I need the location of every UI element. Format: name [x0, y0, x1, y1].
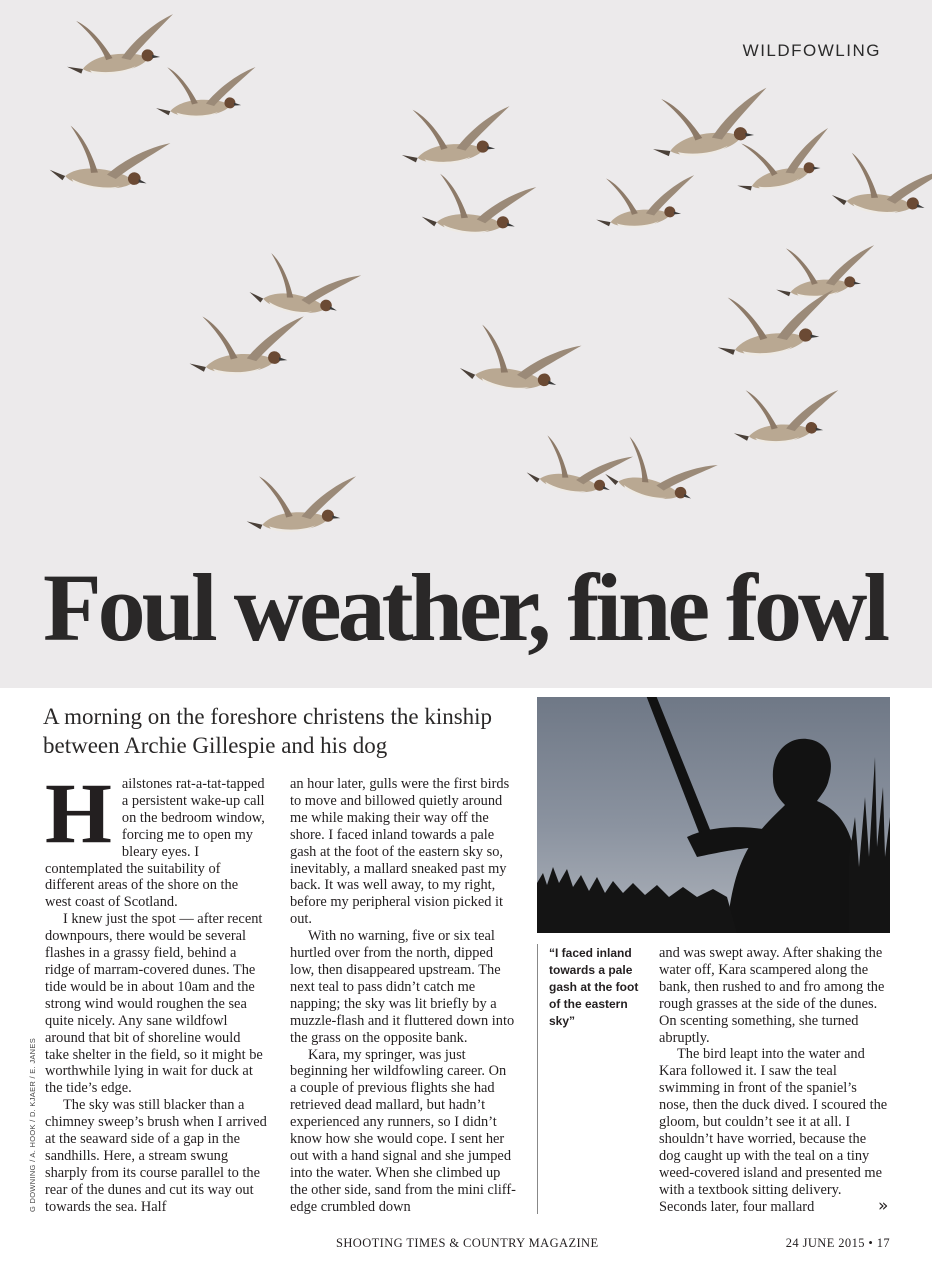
paragraph: Kara, my springer, was just beginning her wildfowling career. On a couple of previous flights she had retrieved dead mallard, but hadn’t experienced any runners, so I didn’t know how she would cope. I sent her out with a hand signal and she jumped into the water. When she climbed up the other side, sand from the mini cliff-edge crumbled down	[290, 1046, 516, 1215]
pull-quote: “I faced inland towards a pale gash at the foot of the eastern sky”	[549, 946, 639, 1028]
photo-credit: G DOWNING / A. HOOK / D. KJAER / E. JANES	[28, 1038, 37, 1212]
footer-magazine-name: SHOOTING TIMES & COUNTRY MAGAZINE	[336, 1236, 599, 1250]
paragraph: and was swept away. After shaking the water off, Kara scampered along the bank, then rushed to and fro among the rough grasses at the side of the dunes. On scenting something, she turned abruptly.	[659, 945, 885, 1046]
paragraph: an hour later, gulls were the first birds to move and billowed quietly around me while making their way off the shore. I faced inland towards a pale gash at the foot of the eastern sky so, inevitably, a mallard sneaked past my back. It was well away, to my right, before my peripheral vision picked it out.	[290, 776, 510, 928]
section-label: WILDFOWLING	[742, 41, 881, 60]
paragraph: ailstones rat-a-tat-tapped a persistent wake-up call on the bedroom window, forcing me to open my bleary eyes. I contemplated the suitability of different areas of the shore on the west coast of Scotland.	[45, 776, 265, 911]
paragraph: With no warning, five or six teal hurtled over from the north, dipped low, then disappeared upstream. The next teal to pass didn’t catch me napping; the sky was lit briefly by a muzzle-flash and it fluttered down into the grass on the opposite bank.	[290, 928, 515, 1046]
paragraph: The sky was still blacker than a chimney sweep’s brush when I arrived at the seaward side of a gap in the sandhills. Here, a stream swung sharply from its course parallel to the rear of the dunes and cut its way out towards the sea. Half	[45, 1097, 267, 1215]
article-column-2	[290, 776, 516, 1216]
paragraph: The bird leapt into the water and Kara followed it. I saw the teal swimming in front of the spaniel’s nose, then the duck dived. I scoured the gloom, but couldn’t see it at all. I shouldn’t have worried, because the dog caught up with the teal on a tiny weed-covered island and presented me with a textbook sitting delivery. Seconds later, four mallard	[659, 1046, 888, 1215]
drop-cap: H	[45, 765, 112, 861]
paragraph: I knew just the spot — after recent downpours, there would be several flashes in a grassy field, behind a ridge of marram-covered dunes. The tide would be in about 10am and the strong wind would roughen the sea quite nicely. Any sane wildfowl around that bit of shoreline would take shelter in the field, so it might be worthwhile lying in wait for duck at the tide’s edge.	[45, 911, 263, 1097]
footer-date-page: 24 JUNE 2015 • 17	[785, 1236, 890, 1250]
continued-arrow-icon: »	[878, 1196, 889, 1216]
article-column-1	[45, 765, 267, 1216]
page-headline: Foul weather, fine fowl	[43, 554, 887, 661]
article-column-3	[659, 945, 889, 1216]
column-divider	[537, 944, 538, 1214]
hunter-silhouette-photo	[537, 697, 890, 933]
hunter-with-gun-silhouette-illustration	[537, 697, 890, 933]
standfirst: A morning on the foreshore christens the kinship between Archie Gillespie and his dog	[43, 704, 493, 758]
